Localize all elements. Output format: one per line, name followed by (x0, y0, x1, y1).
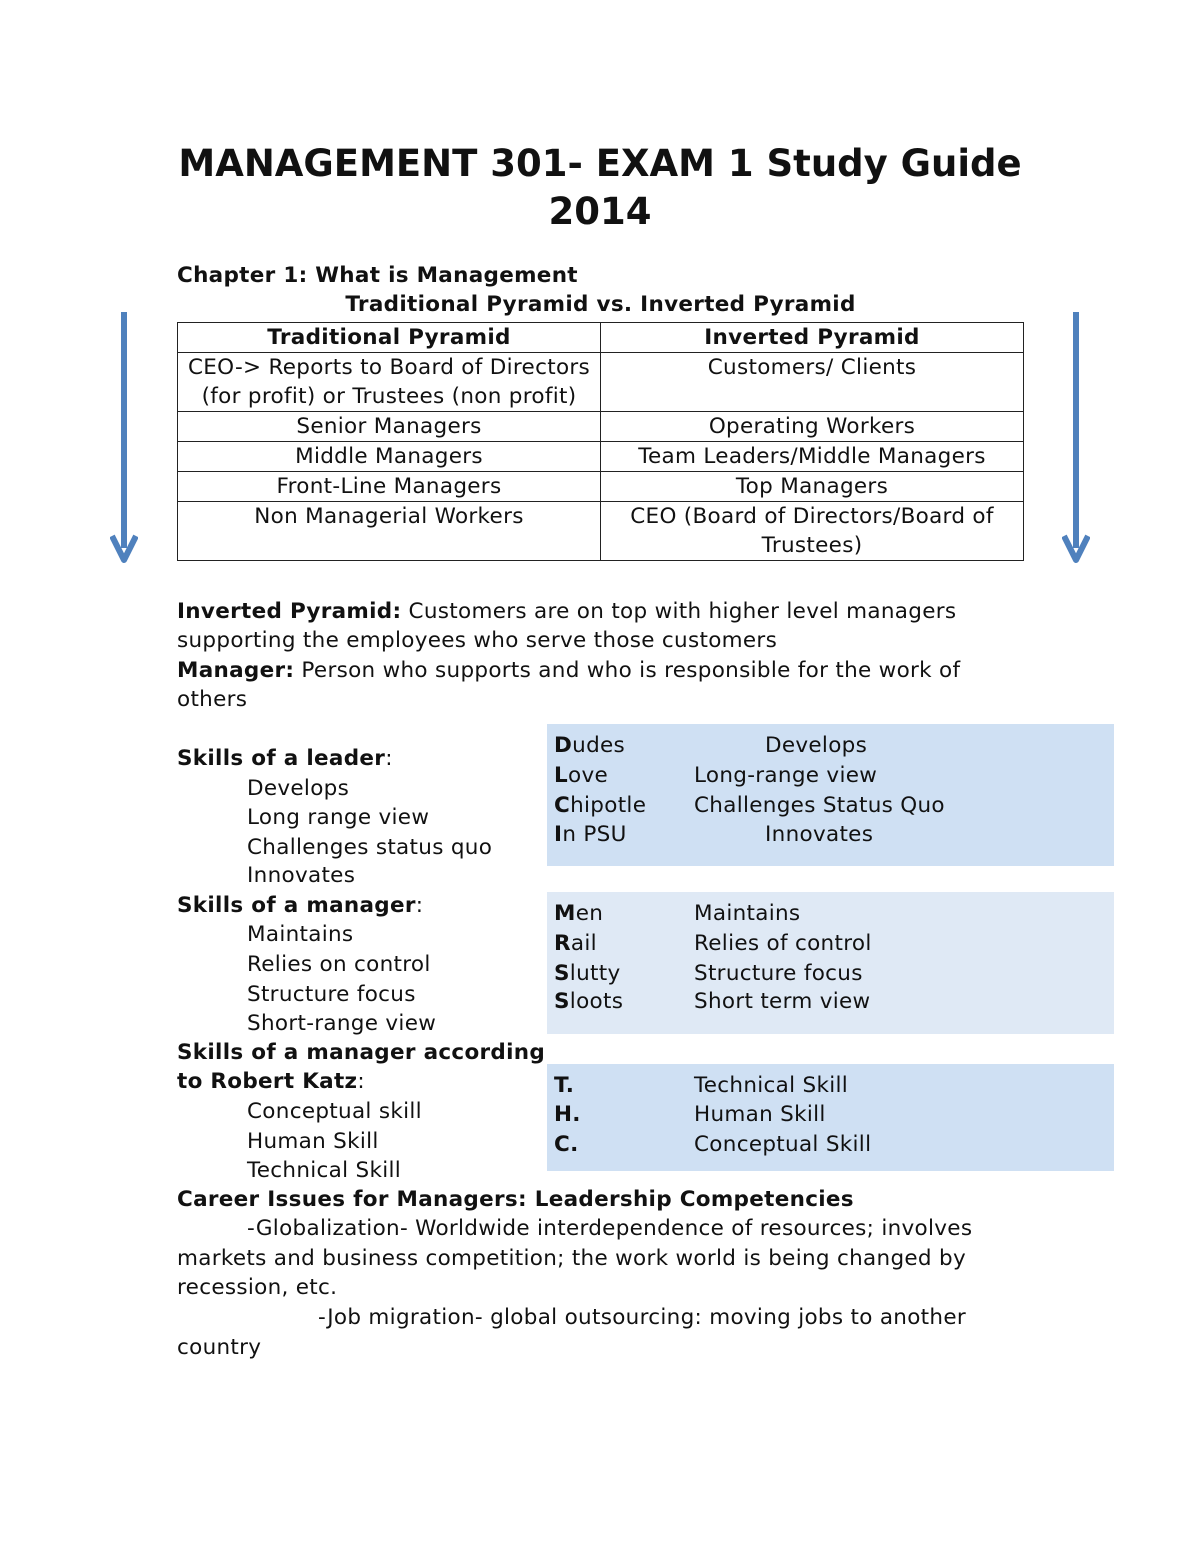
career-heading: Career Issues for Managers: Leadership Competencies (177, 1187, 854, 1212)
career-text: recession, etc. (177, 1275, 338, 1300)
mnemonic-initial: S (554, 961, 570, 986)
manager-skills-heading (177, 891, 423, 921)
table-cell: Customers/ Clients (601, 353, 1024, 412)
table-row (178, 502, 1024, 561)
mnemonic-value: Short term view (694, 989, 871, 1014)
inverted-pyramid-term: Inverted Pyramid: (177, 599, 402, 624)
career-text: -Globalization- Worldwide interdependence of resources; involves (247, 1216, 973, 1241)
mnemonic-value: Conceptual Skill (694, 1132, 872, 1157)
definition-text: supporting the employees who serve those customers (177, 628, 778, 653)
definition-text: Customers are on top with higher level managers (401, 599, 957, 624)
table-row (178, 412, 1024, 442)
page-title (0, 140, 1200, 236)
table-cell: CEO (Board of Directors/Board of Trustees) (601, 502, 1024, 561)
table-caption: Traditional Pyramid vs. Inverted Pyramid (345, 292, 856, 317)
mnemonic-word (554, 929, 597, 959)
list-item: Conceptual skill (247, 1099, 422, 1124)
list-item: Structure focus (247, 982, 416, 1007)
mnemonic-word (554, 1130, 579, 1160)
mnemonic-word (554, 959, 620, 989)
table-cell: Top Managers (601, 472, 1024, 502)
mnemonic-word (554, 1071, 574, 1101)
heading-text: to Robert Katz (177, 1069, 358, 1094)
mnemonic-rest: ail (570, 931, 597, 956)
mnemonic-initial: T. (554, 1073, 575, 1098)
heading-text: Skills of a manager (177, 893, 416, 918)
chapter-heading: Chapter 1: What is Management (177, 263, 578, 288)
mnemonic-value: Structure focus (694, 961, 863, 986)
manager-term: Manager: (177, 658, 295, 683)
title-line-1: MANAGEMENT 301- EXAM 1 Study Guide (178, 142, 1022, 185)
mnemonic-rest: lutty (569, 961, 621, 986)
mnemonic-value: Challenges Status Quo (694, 793, 945, 818)
mnemonic-rest: en (575, 901, 604, 926)
inverted-pyramid-definition (177, 597, 956, 627)
table-cell: Middle Managers (178, 442, 601, 472)
table-cell: Senior Managers (178, 412, 601, 442)
mnemonic-word (554, 1100, 581, 1130)
heading-colon: : (385, 746, 393, 771)
down-arrow-left-icon (110, 312, 138, 564)
list-item: Human Skill (247, 1129, 379, 1154)
mnemonic-rest: hipotle (570, 793, 647, 818)
table-header-row (178, 323, 1024, 353)
definition-text: others (177, 687, 248, 712)
mnemonic-initial: L (554, 763, 568, 788)
title-line-2: 2014 (548, 190, 652, 233)
table-cell: CEO-> Reports to Board of Directors (for profit) or Trustees (non profit) (178, 353, 601, 412)
mnemonic-value: Develops (765, 733, 868, 758)
mnemonic-initial: I (554, 822, 563, 847)
mnemonic-initial: H. (554, 1102, 581, 1127)
mnemonic-word (554, 761, 608, 791)
heading-text: Skills of a leader (177, 746, 386, 771)
mnemonic-rest: loots (569, 989, 624, 1014)
definition-text: Person who supports and who is responsible for the work of (294, 658, 961, 683)
table-row (178, 353, 1024, 412)
mnemonic-box-katz (547, 1064, 1114, 1171)
heading-colon: : (357, 1069, 365, 1094)
list-item: Maintains (247, 922, 354, 947)
header-inverted: Inverted Pyramid (601, 323, 1024, 353)
table-row (178, 472, 1024, 502)
table-cell: Front-Line Managers (178, 472, 601, 502)
leader-skills-heading (177, 744, 393, 774)
list-item: Develops (247, 776, 350, 801)
mnemonic-initial: D (554, 733, 573, 758)
mnemonic-word (554, 731, 625, 761)
pyramid-table (177, 322, 1024, 561)
career-text: -Job migration- global outsourcing: moving jobs to another (318, 1305, 967, 1330)
table-cell: Operating Workers (601, 412, 1024, 442)
header-traditional: Traditional Pyramid (178, 323, 601, 353)
mnemonic-box-leader (547, 724, 1114, 866)
mnemonic-box-manager (547, 892, 1114, 1034)
list-item: Challenges status quo (247, 835, 493, 860)
mnemonic-rest: udes (572, 733, 626, 758)
mnemonic-value: Technical Skill (694, 1073, 849, 1098)
mnemonic-initial: C (554, 793, 571, 818)
katz-heading-line-2 (177, 1067, 365, 1097)
list-item: Innovates (247, 863, 356, 888)
list-item: Short-range view (247, 1011, 437, 1036)
mnemonic-word (554, 987, 623, 1017)
list-item: Relies on control (247, 952, 431, 977)
mnemonic-value: Maintains (694, 901, 801, 926)
table-cell: Team Leaders/Middle Managers (601, 442, 1024, 472)
mnemonic-initial: M (554, 901, 576, 926)
list-item: Technical Skill (247, 1158, 402, 1183)
mnemonic-value: Long-range view (694, 763, 878, 788)
mnemonic-rest: ove (568, 763, 609, 788)
mnemonic-rest: n PSU (562, 822, 627, 847)
mnemonic-value: Innovates (765, 822, 874, 847)
list-item: Long range view (247, 805, 430, 830)
mnemonic-initial: S (554, 989, 570, 1014)
table-row (178, 442, 1024, 472)
mnemonic-word (554, 791, 646, 821)
career-text: markets and business competition; the work world is being changed by (177, 1246, 966, 1271)
heading-colon: : (415, 893, 424, 918)
manager-definition (177, 656, 960, 686)
career-text: country (177, 1335, 262, 1360)
mnemonic-initial: C. (554, 1132, 579, 1157)
mnemonic-value: Human Skill (694, 1102, 826, 1127)
table-cell: Non Managerial Workers (178, 502, 601, 561)
mnemonic-word (554, 899, 603, 929)
mnemonic-word (554, 820, 627, 850)
mnemonic-initial: R (554, 931, 571, 956)
down-arrow-right-icon (1062, 312, 1090, 564)
mnemonic-value: Relies of control (694, 931, 872, 956)
katz-heading-line-1: Skills of a manager according (177, 1040, 546, 1065)
